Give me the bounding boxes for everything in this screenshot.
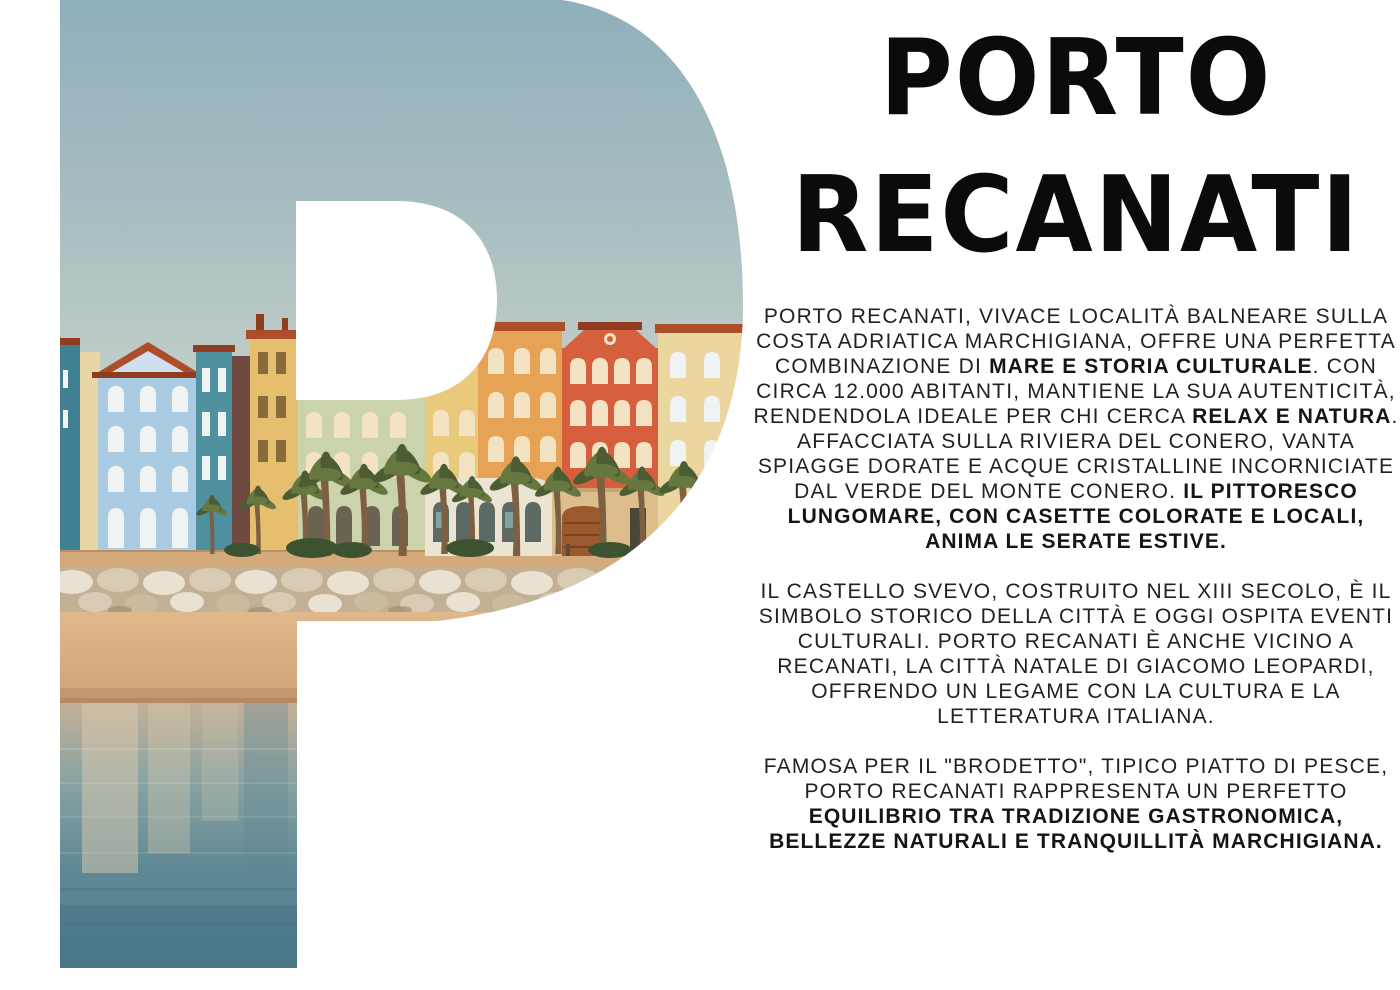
page-title xyxy=(768,10,1384,284)
breakwater-rocks xyxy=(51,568,750,615)
body-paragraph xyxy=(752,579,1400,729)
page-title-line-1: PORTO xyxy=(879,17,1273,139)
body-text-bold: RELAX E NATURA xyxy=(1192,405,1392,428)
body-text: IL CASTELLO SVEVO, COSTRUITO NEL XIII SECOLO, È IL SIMBOLO STORICO DELLA CITTÀ E OGGI OSPITA EVENTI CULTURALI. PORTO RECANATI È ANCHE VICINO A RECANATI, LA CITTÀ NATALE DI GIACOMO LEOPARDI, OFFRENDO UN LEGAME CON LA CULTURA E LA LETTERATURA ITALIANA. xyxy=(758,580,1394,728)
body-text: . CON CIRCA 12.000 ABITANTI, MANTIENE LA SUA AUTENTICITÀ, RENDENDOLA IDEALE PER CHI CERCA xyxy=(753,355,1396,428)
sea xyxy=(55,703,750,972)
body-text: . AFFACCIATA SULLA RIVIERA DEL CONERO, VANTA SPIAGGE DORATE E ACQUE CRISTALLINE INCORNICIATE DAL VERDE DEL MONTE CONERO. xyxy=(757,405,1399,503)
body-paragraph xyxy=(752,754,1400,854)
sky xyxy=(55,0,750,372)
page-title-line-2: RECANATI xyxy=(791,154,1361,276)
body-text-bold: EQUILIBRIO TRA TRADIZIONE GASTRONOMICA, BELLEZZE NATURALI E TRANQUILLITÀ MARCHIGIANA. xyxy=(769,805,1383,853)
body-paragraph xyxy=(752,304,1400,554)
body-text-bold: IL PITTORESCO LUNGOMARE, CON CASETTE COLORATE E LOCALI, ANIMA LE SERATE ESTIVE. xyxy=(787,480,1365,553)
body-text: FAMOSA PER IL "BRODETTO", TIPICO PIATTO DI PESCE, PORTO RECANATI RAPPRESENTA UN PERFETTO xyxy=(763,755,1389,803)
body-text: PORTO RECANATI, VIVACE LOCALITÀ BALNEARE SULLA COSTA ADRIATICA MARCHIGIANA, OFFRE UNA PERFETTA COMBINAZIONE DI xyxy=(756,305,1396,378)
article-text xyxy=(752,304,1400,879)
body-text-bold: MARE E STORIA CULTURALE xyxy=(989,355,1313,378)
